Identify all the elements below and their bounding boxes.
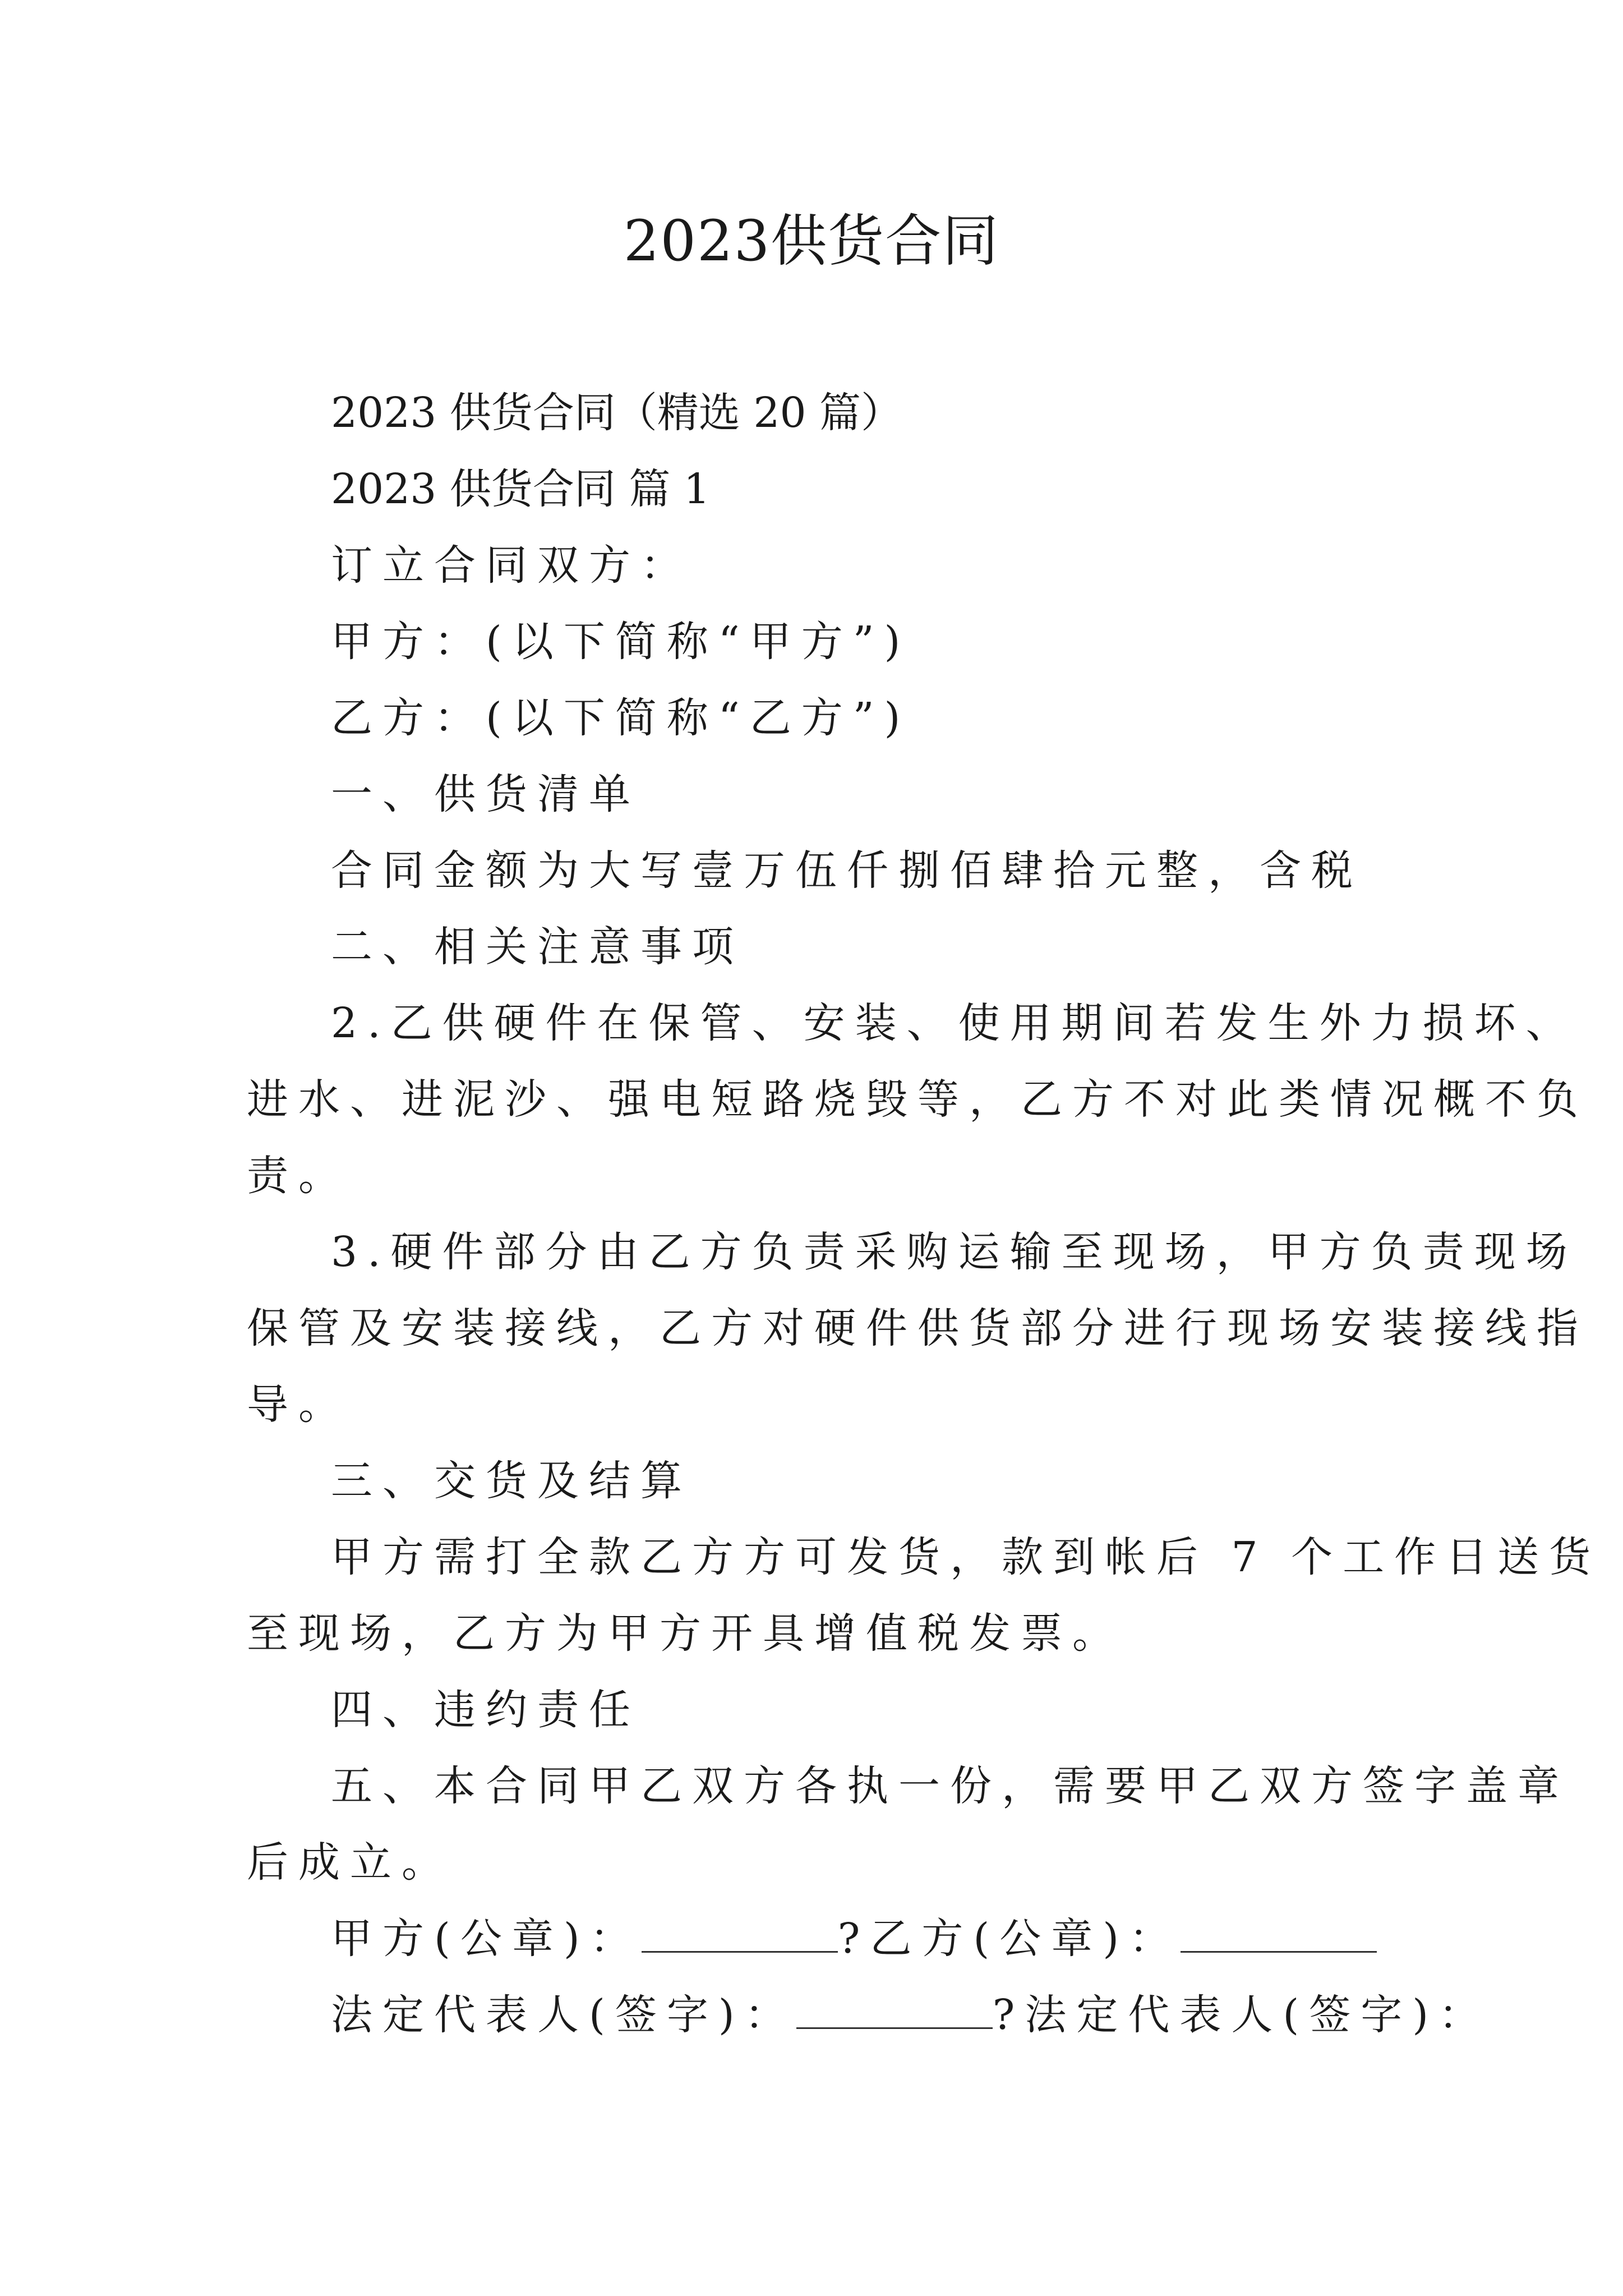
document-subtitle: 2023 供货合同（精选 20 篇） (331, 389, 903, 437)
clause-2-item-3-line-1: 3.硬件部分由乙方负责采购运输至现场，甲方负责现场 (331, 1228, 1578, 1276)
clause-4-heading: 四、违约责任 (331, 1686, 640, 1734)
clause-2-item-2-line-2: 进水、进泥沙、强电短路烧毁等，乙方不对此类情况概不负 (247, 1075, 1588, 1124)
party-b-seal-blank[interactable] (1181, 1912, 1377, 1953)
clause-2-heading: 二、相关注意事项 (331, 923, 744, 971)
clause-2-item-3-line-3: 导。 (247, 1381, 350, 1429)
clause-5-line-1: 五、本合同甲乙双方各执一份，需要甲乙双方签字盖章 (331, 1762, 1569, 1810)
seal-signature-row (331, 1911, 1377, 1967)
party-a-seal-label: 甲方(公章)： (331, 1915, 642, 1963)
party-b-seal-label: ?乙方(公章)： (837, 1915, 1181, 1963)
party-b-line: 乙方：(以下简称“乙方”) (331, 694, 911, 742)
clause-2-item-3-line-2: 保管及安装接线，乙方对硬件供货部分进行现场安装接线指 (247, 1304, 1588, 1352)
party-b-rep-label: ?法定代表人(签字)： (992, 1991, 1491, 2039)
party-a-rep-blank[interactable] (796, 1988, 993, 2029)
clause-5-line-2: 后成立。 (247, 1838, 453, 1887)
party-a-rep-label: 法定代表人(签字)： (331, 1991, 796, 2039)
party-a-line: 甲方：(以下简称“甲方”) (331, 618, 911, 666)
clause-1-text: 合同金额为大写壹万伍仟捌佰肆拾元整，含税 (331, 846, 1363, 895)
clause-1-heading: 一、供货清单 (331, 770, 640, 818)
party-a-seal-blank[interactable] (642, 1912, 838, 1953)
section-heading: 2023 供货合同 篇 1 (331, 465, 710, 513)
representative-signature-row (331, 1987, 1490, 2043)
document-title: 2023供货合同 (623, 208, 1000, 274)
clause-3-heading: 三、交货及结算 (331, 1457, 692, 1505)
parties-intro: 订立合同双方： (331, 541, 692, 590)
clause-3-line-2: 至现场，乙方为甲方开具增值税发票。 (247, 1609, 1124, 1658)
clause-2-item-2-line-3: 责。 (247, 1152, 350, 1200)
clause-2-item-2-line-1: 2.乙供硬件在保管、安装、使用期间若发生外力损坏、 (331, 999, 1578, 1047)
clause-3-line-1: 甲方需打全款乙方方可发货，款到帐后 7 个工作日送货 (331, 1533, 1601, 1581)
